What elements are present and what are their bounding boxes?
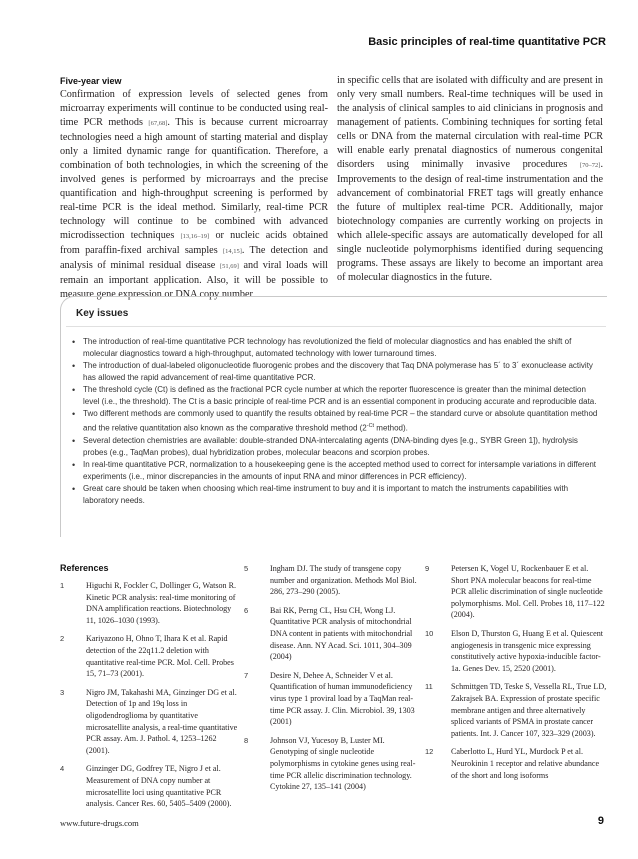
left-text-5: and viral loads will remain an important application. Also, it will be possible to measure gene expression or DNA copy number (60, 260, 329, 300)
reference-text: Kariyazono H, Ohno T, Ihara K et al. Rapid detection of the 22q11.2 deletion with quantitative real-time PCR. Mol. Cell. Probes 15, 71–73 (2001). (86, 634, 234, 679)
right-paragraph (337, 74, 603, 285)
right-text-2: . Improvements to the design of real-time instrumentation and the advancement of combinatorial FRET tags will greatly enhance the future of multiplex real-time PCR. Additionally, major biotechnology companies are currently working on projects in which allele-specific assays are automatically developed for all single nucleotide polymorphisms identified during sequencing programs. These assays are likely to become an important area of molecular diagnostics in the future. (337, 159, 603, 283)
left-text-3: or nucleic acids obtained from paraffin-fixed archival samples (60, 230, 328, 256)
reference-entry (425, 628, 607, 674)
left-text-2: . This is because current microarray technologies need a high amount of starting material and display only a limited dynamic range for quantification. Therefore, a combination of both technologies, in which the screening of the involved genes is performed by microarrays and the precise quantification and high-throughput screening is performed by real-time PCR is the ideal method. Similarly, real-time PCR technology will continue to be combined with advanced microdissection techniques (60, 117, 328, 241)
key-issues-divider (66, 326, 606, 327)
key-issue-item (72, 408, 602, 435)
citation-ref[interactable]: [51,69] (219, 263, 239, 270)
bullet-icon: • (72, 385, 76, 395)
references-column-1 (60, 580, 240, 817)
reference-text: Caberlotto L, Hurd YL, Murdock P et al. Neurokinin 1 receptor and relative abundance of the short and long isoforms (451, 747, 600, 780)
reference-entry (60, 763, 240, 809)
reference-text: Schmittgen TD, Teske S, Vessella RL, True LD, Zakrajsek BA. Expression of prostate specific membrane antigen and three alternatively spliced variants of PSMA in prostate cancer patients. Int. J. Cancer 107, 323–329 (2003). (451, 682, 607, 738)
citation-ref[interactable]: [70–72] (579, 162, 601, 169)
reference-number: 5 (244, 564, 249, 573)
key-issue-item (72, 483, 602, 507)
reference-entry (244, 563, 422, 598)
body-column-left (60, 88, 328, 302)
running-head: Basic principles of real-time quantitative PCR (368, 36, 606, 48)
left-paragraph (60, 88, 328, 302)
citation-ref[interactable]: [67,68] (148, 120, 168, 127)
key-issue-item (72, 435, 602, 459)
citation-ref[interactable]: [13,16–19] (180, 233, 210, 240)
key-issue-text: Several detection chemistries are available: double-stranded DNA-intercalating agents (DNA-binding dyes [e.g., SYBR Green 1]), hydrolysis probes (e.g., TaqMan probes), dual hybridization probes, molecular beacons and scorpion probes. (83, 435, 578, 457)
footer-url-link[interactable]: www.future-drugs.com (60, 818, 139, 828)
left-text-1: Confirmation of expression levels of selected genes from microarray experiments will continue to be conducted using real-time PCR methods (60, 89, 328, 128)
reference-number: 2 (60, 634, 65, 644)
reference-number: 8 (244, 735, 249, 745)
reference-entry (425, 681, 607, 739)
key-issues-title: Key issues (76, 308, 129, 319)
bullet-icon: • (72, 409, 76, 419)
references-column-2 (244, 563, 422, 800)
bullet-icon: • (72, 483, 76, 494)
reference-text: Higuchi R, Fockler C, Dollinger G, Watson R. Kinetic PCR analysis: real-time monitoring of DNA amplification reactions. Biotechnology 11, 1026–1030 (1993). (86, 581, 237, 625)
reference-number: 12 (425, 747, 434, 757)
bullet-icon: • (72, 361, 76, 371)
reference-entry (60, 580, 240, 626)
key-issue-text: The introduction of dual-labeled oligonucleotide fluorogenic probes and the discovery that Taq DNA polymerase has 5´ to 3´ exonuclease activity has allowed the rapid advancement of real-time quantitative PCR. (83, 361, 593, 382)
key-issue-item (72, 384, 602, 408)
section-heading: Five-year view (60, 76, 122, 86)
key-issue-text: The threshold cycle (Ct) is defined as the fractional PCR cycle number at which the reporter fluorescence is greater than the minimal detection level (i.e., the threshold). The Ct is a basic principle of real-time PCR and is an essential component in producing accurate and reproducible data. (83, 385, 597, 406)
reference-number: 4 (60, 764, 65, 774)
reference-entry (244, 670, 422, 728)
reference-number: 1 (60, 581, 65, 590)
page-number: 9 (597, 815, 604, 827)
key-issues-list (72, 336, 602, 507)
reference-text: Johnson VJ, Yucesoy B, Luster MI. Genotyping of single nucleotide polymorphisms in cytokine genes using real-time PCR allelic discrimination technology. Cytokine 27, 135–141 (2004) (270, 735, 416, 792)
reference-text: Ingham DJ. The study of transgene copy number and organization. Methods Mol Biol. 286, 273–290 (2005). (270, 564, 417, 597)
reference-number: 9 (425, 564, 430, 573)
reference-number: 10 (425, 628, 434, 638)
reference-text: Bai RK, Perng CL, Hsu CH, Wong LJ. Quantitative PCR analysis of mitochondrial DNA content in patients with mitochondrial disease. Ann. NY Acad. Sci. 1011, 304–309 (2004) (270, 605, 413, 662)
reference-text: Nigro JM, Takahashi MA, Ginzinger DG et al. Detection of 1p and 19q loss in oligodendroglioma by quantitative microsatellite analysis, a real-time quantitative PCR assay. Am. J. Pathol. 4, 1253–1262 (2001). (86, 687, 238, 755)
key-issue-text: The introduction of real-time quantitative PCR technology has revolutionized the field of molecular diagnostics and has enabled the shift of molecular diagnostics toward a high-throughput, automated technology with lower turnaround times. (83, 337, 572, 358)
reference-entry (60, 633, 240, 679)
bullet-icon: • (72, 435, 76, 446)
bullet-icon: • (72, 337, 76, 347)
reference-text: Desire N, Dehee A, Schneider V et al. Quantification of human immunodeficiency virus type 1 proviral load by a TaqMan real-time PCR assay. J. Clin. Microbiol. 39, 1303 (2001) (270, 670, 415, 727)
key-issue-text: In real-time quantitative PCR, normalization to a housekeeping gene is the accepted method used to correct for intersample variations in different experiments (i.e., minor discrepancies in the amounts of input RNA and minor differences in PCR efficiency). (83, 459, 597, 481)
reference-entry (60, 687, 240, 757)
reference-entry (425, 563, 607, 621)
reference-entry (244, 735, 422, 793)
reference-text: Petersen K, Vogel U, Rockenbauer E et al. Short PNA molecular beacons for real-time PCR allelic discrimination of single nucleotide polymorphisms. Mol. Cell. Probes 18, 117–122 (2004). (451, 564, 605, 620)
key-issue-superscript: -Ct (366, 423, 375, 429)
reference-number: 3 (60, 687, 65, 697)
key-issue-item (72, 459, 602, 483)
key-issue-text-tail: method). (374, 423, 408, 433)
key-issue-text: Two different methods are commonly used to quantify the results obtained by real-time PCR – the standard curve or absolute quantitation method and the relative quantitation also known as the comparative threshold method (2 (83, 409, 598, 433)
reference-text: Elson D, Thurston G, Huang E et al. Quiescent angiogenesis in transgenic mice expressing constitutively active hypoxia-inducible factor-1a. Genes Dev. 15, 2520 (2001). (451, 628, 604, 673)
key-issue-item (72, 336, 602, 360)
reference-text: Ginzinger DG, Godfrey TE, Nigro J et al. Measurement of DNA copy number at microsatellite loci using quantitative PCR analysis. Cancer Res. 60, 5405–5409 (2000). (86, 764, 232, 809)
reference-entry (244, 605, 422, 663)
references-heading: References (60, 563, 109, 573)
reference-number: 6 (244, 605, 249, 615)
citation-ref[interactable]: [14,15] (222, 248, 242, 255)
key-issue-text: Great care should be taken when choosing which real-time instrument to buy and it is important to match the instruments capabilities with laboratory needs. (83, 483, 569, 505)
left-text-4: . The detection and analysis of minimal residual disease (60, 245, 328, 271)
body-column-right (337, 74, 603, 285)
references-column-3 (425, 563, 607, 788)
right-text-1: in specific cells that are isolated with difficulty and are present in only very small numbers. Real-time techniques will be used in the analysis of clinical samples to aid clinicians in prognosis and management of patients. Combining techniques for sorting fetal cells or DNA from the maternal circulation with real-time PCR will enable early prenatal diagnostics of numerous congenital disorders using minimally invasive procedures (337, 75, 604, 170)
reference-entry (425, 746, 607, 781)
bullet-icon: • (72, 459, 76, 470)
reference-number: 7 (244, 670, 249, 680)
key-issue-item (72, 360, 602, 384)
reference-number: 11 (425, 682, 433, 692)
